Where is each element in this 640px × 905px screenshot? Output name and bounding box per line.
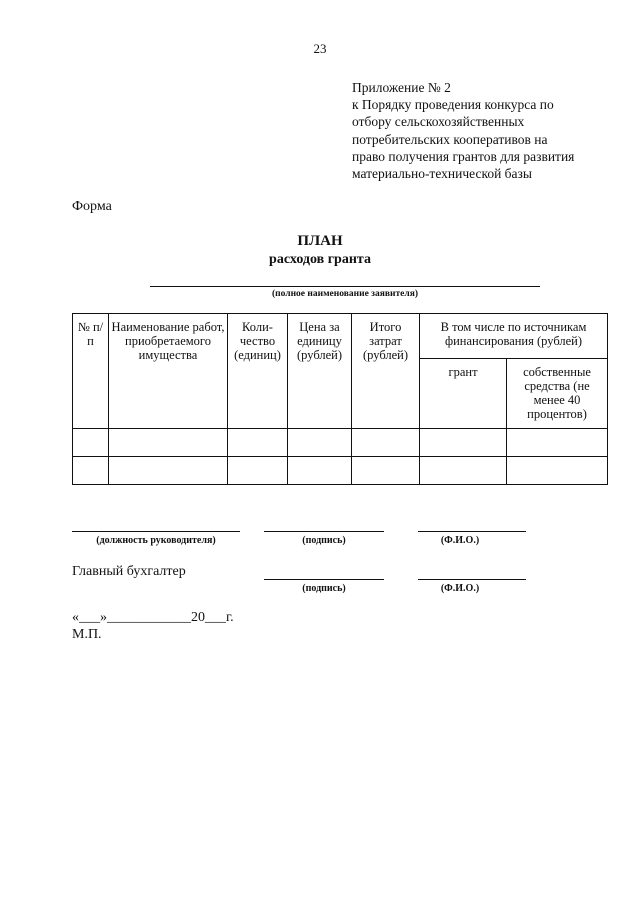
applicant-caption: (полное наименование заявителя): [271, 289, 419, 299]
table-cell[interactable]: [73, 457, 109, 485]
document-title: ПЛАН: [297, 233, 343, 249]
table-row: [73, 457, 608, 485]
header-own-funds: собственные средства (не менее 40 процентов): [507, 359, 608, 429]
header-sources: В том числе по источникам финансирования (рублей): [420, 314, 608, 359]
table-cell[interactable]: [507, 457, 608, 485]
table-cell[interactable]: [288, 457, 352, 485]
appendix-block: [352, 79, 632, 182]
page-number: 23: [313, 41, 327, 56]
position-line[interactable]: [72, 531, 240, 532]
signature-caption: (подпись): [302, 535, 346, 546]
appendix-line: отбору сельскохозяйственных: [352, 114, 525, 130]
appendix-line: потребительских кооперативов на: [352, 131, 548, 147]
expense-table: [72, 313, 608, 485]
fio-line[interactable]: [418, 531, 526, 532]
appendix-line: материально-технической базы: [352, 166, 532, 182]
table-row: [73, 429, 608, 457]
accountant-fio-caption: (Ф.И.О.): [440, 583, 480, 594]
form-label: Форма: [72, 199, 112, 214]
table-cell[interactable]: [73, 429, 109, 457]
appendix-line: право получения грантов для развития: [352, 148, 575, 164]
date-line[interactable]: «___»____________20___г.: [72, 610, 234, 625]
document-subtitle: расходов гранта: [269, 252, 371, 267]
table-cell[interactable]: [420, 457, 507, 485]
table-cell[interactable]: [228, 429, 288, 457]
table-cell[interactable]: [352, 429, 420, 457]
header-grant: грант: [420, 359, 507, 429]
table-cell[interactable]: [420, 429, 507, 457]
header-name: Наименование работ, приобретаемого имущества: [109, 314, 228, 429]
table-cell[interactable]: [288, 429, 352, 457]
applicant-name-line[interactable]: [150, 286, 540, 287]
table-cell[interactable]: [109, 457, 228, 485]
header-qty: Коли-чество (единиц): [228, 314, 288, 429]
accountant-signature-caption: (подпись): [302, 583, 346, 594]
accountant-signature-line[interactable]: [264, 579, 384, 580]
table-cell[interactable]: [507, 429, 608, 457]
table-cell[interactable]: [228, 457, 288, 485]
appendix-line: к Порядку проведения конкурса по: [352, 97, 554, 113]
signature-line[interactable]: [264, 531, 384, 532]
fio-caption: (Ф.И.О.): [440, 535, 480, 546]
appendix-line: Приложение № 2: [352, 80, 451, 95]
position-caption: (должность руководителя): [96, 535, 216, 546]
table-cell[interactable]: [109, 429, 228, 457]
accountant-fio-line[interactable]: [418, 579, 526, 580]
chief-accountant-label: Главный бухгалтер: [72, 564, 186, 579]
header-price: Цена за единицу (рублей): [288, 314, 352, 429]
header-num: № п/п: [73, 314, 109, 429]
table-cell[interactable]: [352, 457, 420, 485]
stamp-placeholder: М.П.: [72, 627, 102, 642]
header-total: Итого затрат (рублей): [352, 314, 420, 429]
